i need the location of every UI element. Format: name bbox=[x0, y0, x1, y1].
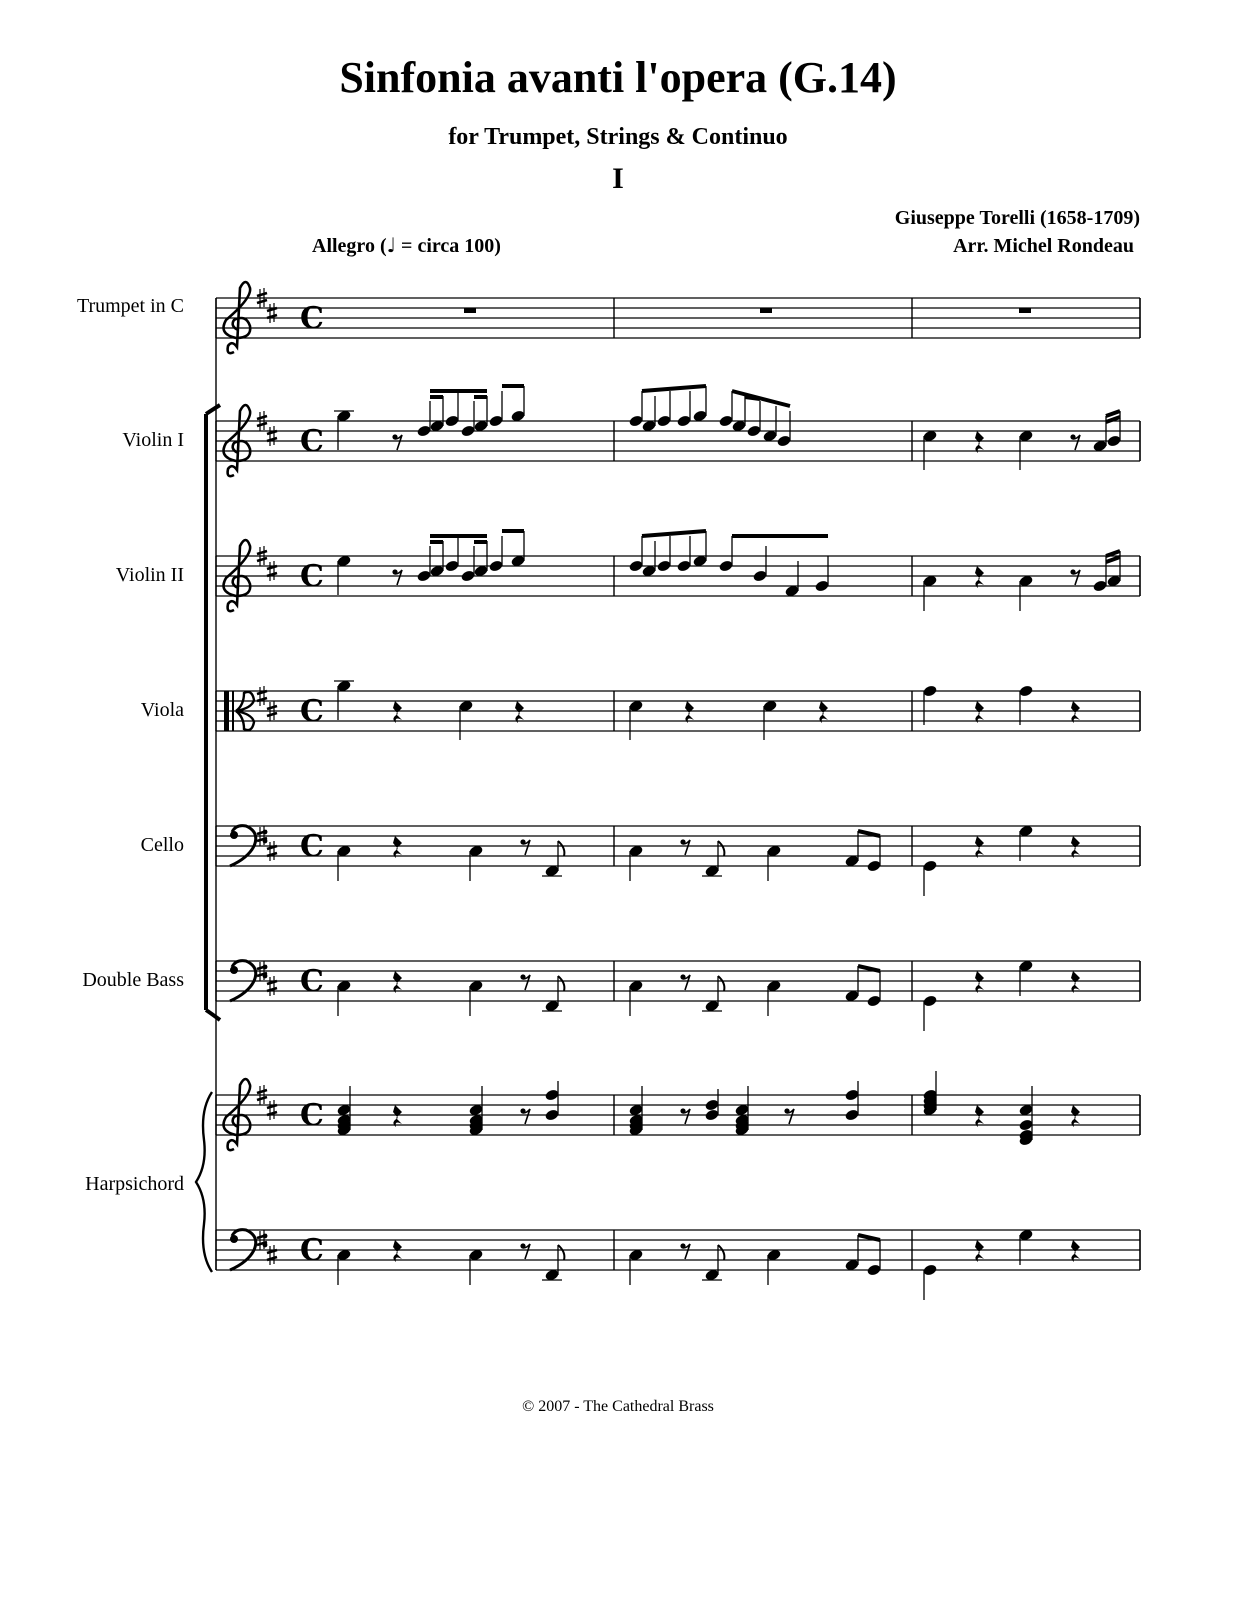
instrument-label-double-bass: Double Bass bbox=[82, 969, 184, 991]
sharp-icon bbox=[267, 1245, 277, 1265]
score-title: Sinfonia avanti l'opera (G.14) bbox=[339, 53, 897, 102]
sharp-icon bbox=[267, 303, 277, 323]
instrument-label-violin-2: Violin II bbox=[115, 564, 184, 586]
tempo-value: = circa 100) bbox=[396, 235, 501, 257]
harpsichord-brace bbox=[196, 1092, 212, 1272]
beam bbox=[642, 386, 706, 391]
eighth-rest-icon bbox=[680, 1108, 690, 1124]
time-signature: C bbox=[300, 964, 324, 999]
eighth-rest-icon bbox=[680, 839, 690, 855]
composer-credit: Giuseppe Torelli (1658-1709) bbox=[894, 207, 1140, 229]
quarter-rest-icon bbox=[975, 701, 984, 723]
whole-rest-icon bbox=[1019, 308, 1031, 313]
eighth-rest-icon bbox=[1070, 434, 1080, 450]
beam bbox=[1106, 557, 1120, 562]
quarter-rest-icon bbox=[975, 971, 984, 993]
beam bbox=[858, 966, 880, 971]
note-flag bbox=[718, 976, 724, 991]
quarter-rest-icon bbox=[393, 1240, 402, 1262]
time-signature: C bbox=[300, 829, 324, 864]
time-signature: C bbox=[300, 424, 324, 459]
tempo-text: Allegro ( bbox=[312, 235, 387, 257]
note-flag bbox=[718, 841, 724, 856]
quarter-rest-icon bbox=[975, 1105, 984, 1127]
eighth-rest-icon bbox=[392, 434, 402, 450]
copyright-footer: © 2007 - The Cathedral Brass bbox=[522, 1398, 714, 1415]
eighth-rest-icon bbox=[520, 1108, 530, 1124]
time-signature: C bbox=[300, 301, 324, 336]
quarter-rest-icon bbox=[515, 701, 524, 723]
alto-clef-icon bbox=[224, 691, 229, 731]
quarter-rest-icon bbox=[393, 971, 402, 993]
instrument-label-harpsichord: Harpsichord bbox=[85, 1173, 184, 1195]
eighth-rest-icon bbox=[784, 1108, 794, 1124]
note-flag bbox=[558, 976, 564, 991]
eighth-rest-icon bbox=[680, 974, 690, 990]
quarter-rest-icon bbox=[393, 836, 402, 858]
beam bbox=[858, 831, 880, 836]
quarter-rest-icon bbox=[1071, 701, 1080, 723]
bass-clef-icon bbox=[230, 1235, 238, 1243]
quarter-rest-icon bbox=[393, 1105, 402, 1127]
instrument-label-violin-1: Violin I bbox=[122, 429, 184, 451]
eighth-rest-icon bbox=[520, 974, 530, 990]
quarter-rest-icon bbox=[975, 566, 984, 588]
bass-clef-icon bbox=[230, 966, 238, 974]
quarter-rest-icon bbox=[1071, 1105, 1080, 1127]
note-flag bbox=[558, 1245, 564, 1260]
time-signature: C bbox=[300, 1233, 324, 1268]
time-signature: C bbox=[300, 694, 324, 729]
bass-clef-icon bbox=[230, 831, 238, 839]
strings-bracket bbox=[206, 405, 220, 1020]
eighth-rest-icon bbox=[520, 839, 530, 855]
sharp-icon bbox=[267, 426, 277, 446]
instrument-label-trumpet: Trumpet in C bbox=[76, 295, 184, 317]
eighth-rest-icon bbox=[1070, 569, 1080, 585]
beam bbox=[745, 397, 760, 399]
whole-rest-icon bbox=[464, 308, 476, 313]
quarter-rest-icon bbox=[1071, 1240, 1080, 1262]
instrument-label-cello: Cello bbox=[140, 834, 184, 856]
alto-clef-icon bbox=[232, 691, 234, 731]
quarter-rest-icon bbox=[975, 836, 984, 858]
note-flag bbox=[558, 841, 564, 856]
score-subtitle: for Trumpet, Strings & Continuo bbox=[448, 124, 788, 150]
sharp-icon bbox=[257, 686, 267, 706]
instrument-label-viola: Viola bbox=[140, 699, 184, 721]
quarter-rest-icon bbox=[685, 701, 694, 723]
quarter-rest-icon bbox=[1071, 836, 1080, 858]
quarter-rest-icon bbox=[393, 701, 402, 723]
note-flag bbox=[718, 1245, 724, 1260]
quarter-rest-icon bbox=[1071, 971, 1080, 993]
eighth-rest-icon bbox=[680, 1243, 690, 1259]
time-signature: C bbox=[300, 559, 324, 594]
arranger-credit: Arr. Michel Rondeau bbox=[953, 235, 1134, 257]
sharp-icon bbox=[267, 976, 277, 996]
eighth-rest-icon bbox=[520, 1243, 530, 1259]
sharp-icon bbox=[267, 841, 277, 861]
quarter-rest-icon bbox=[819, 701, 828, 723]
movement-number: I bbox=[612, 162, 624, 195]
sharp-icon bbox=[267, 561, 277, 581]
beam bbox=[732, 391, 790, 406]
beam bbox=[1106, 411, 1120, 416]
beam bbox=[1106, 551, 1120, 556]
beam bbox=[858, 1235, 880, 1240]
quarter-rest-icon bbox=[975, 1240, 984, 1262]
beam bbox=[642, 531, 706, 536]
quarter-note-icon: ♩ bbox=[386, 233, 397, 257]
time-signature: C bbox=[300, 1098, 324, 1133]
sharp-icon bbox=[267, 1100, 277, 1120]
eighth-rest-icon bbox=[392, 569, 402, 585]
whole-rest-icon bbox=[760, 308, 772, 313]
quarter-rest-icon bbox=[975, 431, 984, 453]
